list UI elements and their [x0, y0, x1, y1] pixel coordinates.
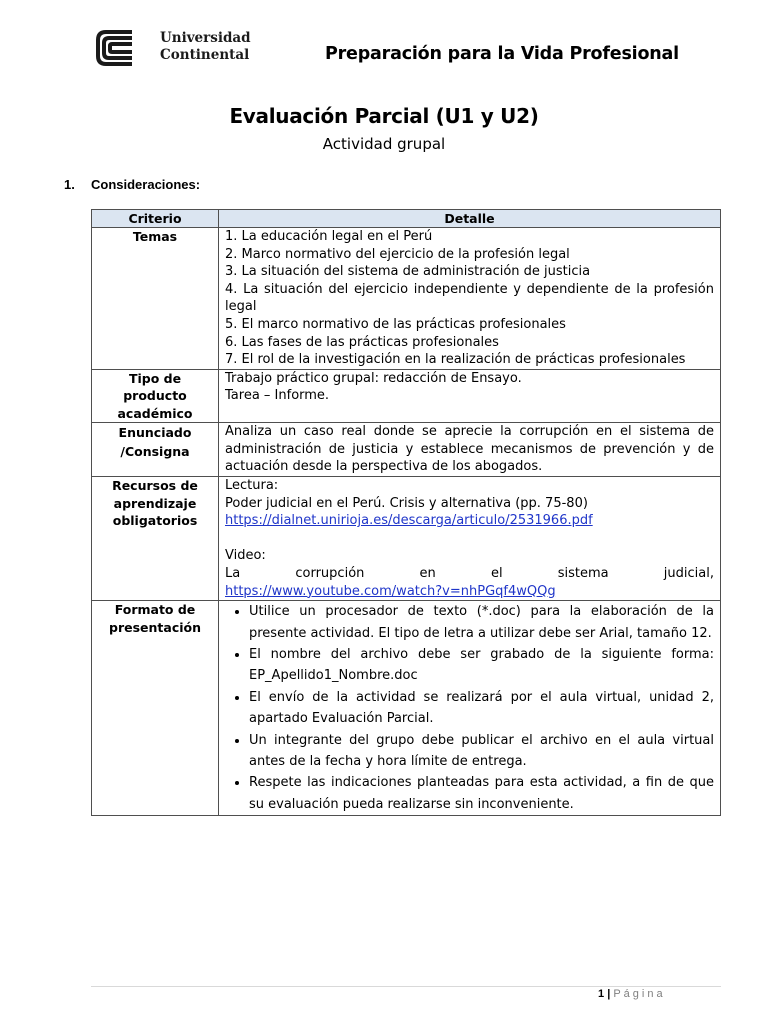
video-word: corrupción — [295, 566, 365, 581]
table-row-tipo — [92, 369, 721, 423]
criterion-tipo: Tipo de producto académico — [92, 369, 219, 423]
formato-bullet: • Respete las indicaciones planteadas para esta actividad, a fin de que su evaluación pueda realizarse sin inconveniente. — [249, 772, 714, 815]
table-row-temas — [92, 228, 721, 370]
detail-formato — [219, 601, 721, 816]
criterion-enunciado-line2: /Consigna — [120, 444, 190, 460]
tema-item: 6. Las fases de las prácticas profesionales — [225, 334, 499, 350]
video-word: La — [225, 566, 241, 581]
university-logo — [92, 26, 252, 70]
tipo-line: Trabajo práctico grupal: redacción de Ensayo. — [225, 370, 522, 386]
criterion-recursos: Recursos de aprendizaje obligatorios — [92, 477, 219, 601]
tema-item: 2. Marco normativo del ejercicio de la profesión legal — [225, 246, 570, 262]
criterion-temas: Temas — [92, 228, 219, 370]
section-number: 1. — [64, 177, 75, 192]
formato-list — [225, 601, 714, 815]
video-link[interactable]: https://www.youtube.com/watch?v=nhPGqf4wQQg — [225, 583, 556, 599]
document-title: Evaluación Parcial (U1 y U2) — [229, 104, 539, 128]
table-row-formato — [92, 601, 721, 816]
criterion-enunciado-line1: Enunciado — [118, 425, 192, 441]
video-word: sistema — [557, 566, 609, 581]
section-heading — [64, 177, 200, 192]
criterion-formato: Formato de presentación — [92, 601, 219, 816]
footer-divider — [91, 986, 721, 987]
tipo-line: Tarea – Informe. — [225, 388, 330, 404]
lectura-label: Lectura: — [225, 478, 279, 494]
section-label: Consideraciones: — [91, 177, 201, 192]
formato-bullet: • El nombre del archivo debe ser grabado de la siguiente forma: EP_Apellido1_Nombre.doc — [249, 644, 714, 687]
formato-bullet: • Un integrante del grupo debe publicar el archivo en el aula virtual antes de la fecha y hora límite de entrega. — [249, 730, 714, 773]
course-title: Preparación para la Vida Profesional — [325, 44, 679, 64]
lectura-title: Poder judicial en el Perú. Crisis y alternativa (pp. 75-80) — [225, 495, 588, 511]
formato-bullet: • El envío de la actividad se realizará por el aula virtual, unidad 2, apartado Evaluación Parcial. — [249, 687, 714, 730]
detail-tipo — [219, 369, 721, 423]
table-row-recursos — [92, 477, 721, 601]
considerations-table — [91, 209, 721, 816]
tema-item: 3. La situación del sistema de administración de justicia — [225, 264, 591, 280]
detail-temas — [219, 228, 721, 370]
tema-item: 4. La situación del ejercicio independiente y dependiente de la profesión legal — [225, 281, 714, 315]
university-logo-icon — [92, 26, 150, 70]
table-header-row — [92, 210, 721, 228]
video-label: Video: — [225, 548, 266, 564]
video-title — [225, 565, 714, 583]
header-detalle: Detalle — [219, 210, 721, 228]
detail-enunciado: Analiza un caso real donde se aprecie la corrupción en el sistema de administración de justicia y establece mecanismos de prevención y de actuación desde la perspectiva de los abogados. — [219, 423, 721, 477]
detail-recursos — [219, 477, 721, 601]
lectura-link[interactable]: https://dialnet.unirioja.es/descarga/articulo/2531966.pdf — [225, 513, 593, 529]
video-word: el — [490, 566, 503, 581]
criterion-enunciado — [92, 423, 219, 477]
tema-item: 1. La educación legal en el Perú — [225, 229, 433, 244]
logo-line-2: Continental — [160, 47, 250, 63]
tema-item: 5. El marco normativo de las prácticas profesionales — [225, 316, 566, 332]
video-word: judicial, — [663, 566, 714, 581]
page-word: Página — [613, 988, 666, 1000]
logo-line-1: Universidad — [160, 30, 251, 46]
video-word: en — [419, 566, 436, 581]
tema-item: 7. El rol de la investigación en la realización de prácticas profesionales — [225, 352, 686, 368]
table-row-enunciado — [92, 423, 721, 477]
page-number-value: 1 — [598, 988, 605, 1000]
formato-bullet: • Utilice un procesador de texto (*.doc) para la elaboración de la presente actividad. El tipo de letra a utilizar debe ser Arial, tamaño 12. — [249, 601, 714, 644]
page-number-separator: | — [607, 988, 611, 1000]
page-number — [598, 988, 666, 1000]
document-subtitle: Actividad grupal — [322, 135, 446, 153]
header-criterio: Criterio — [92, 210, 219, 228]
